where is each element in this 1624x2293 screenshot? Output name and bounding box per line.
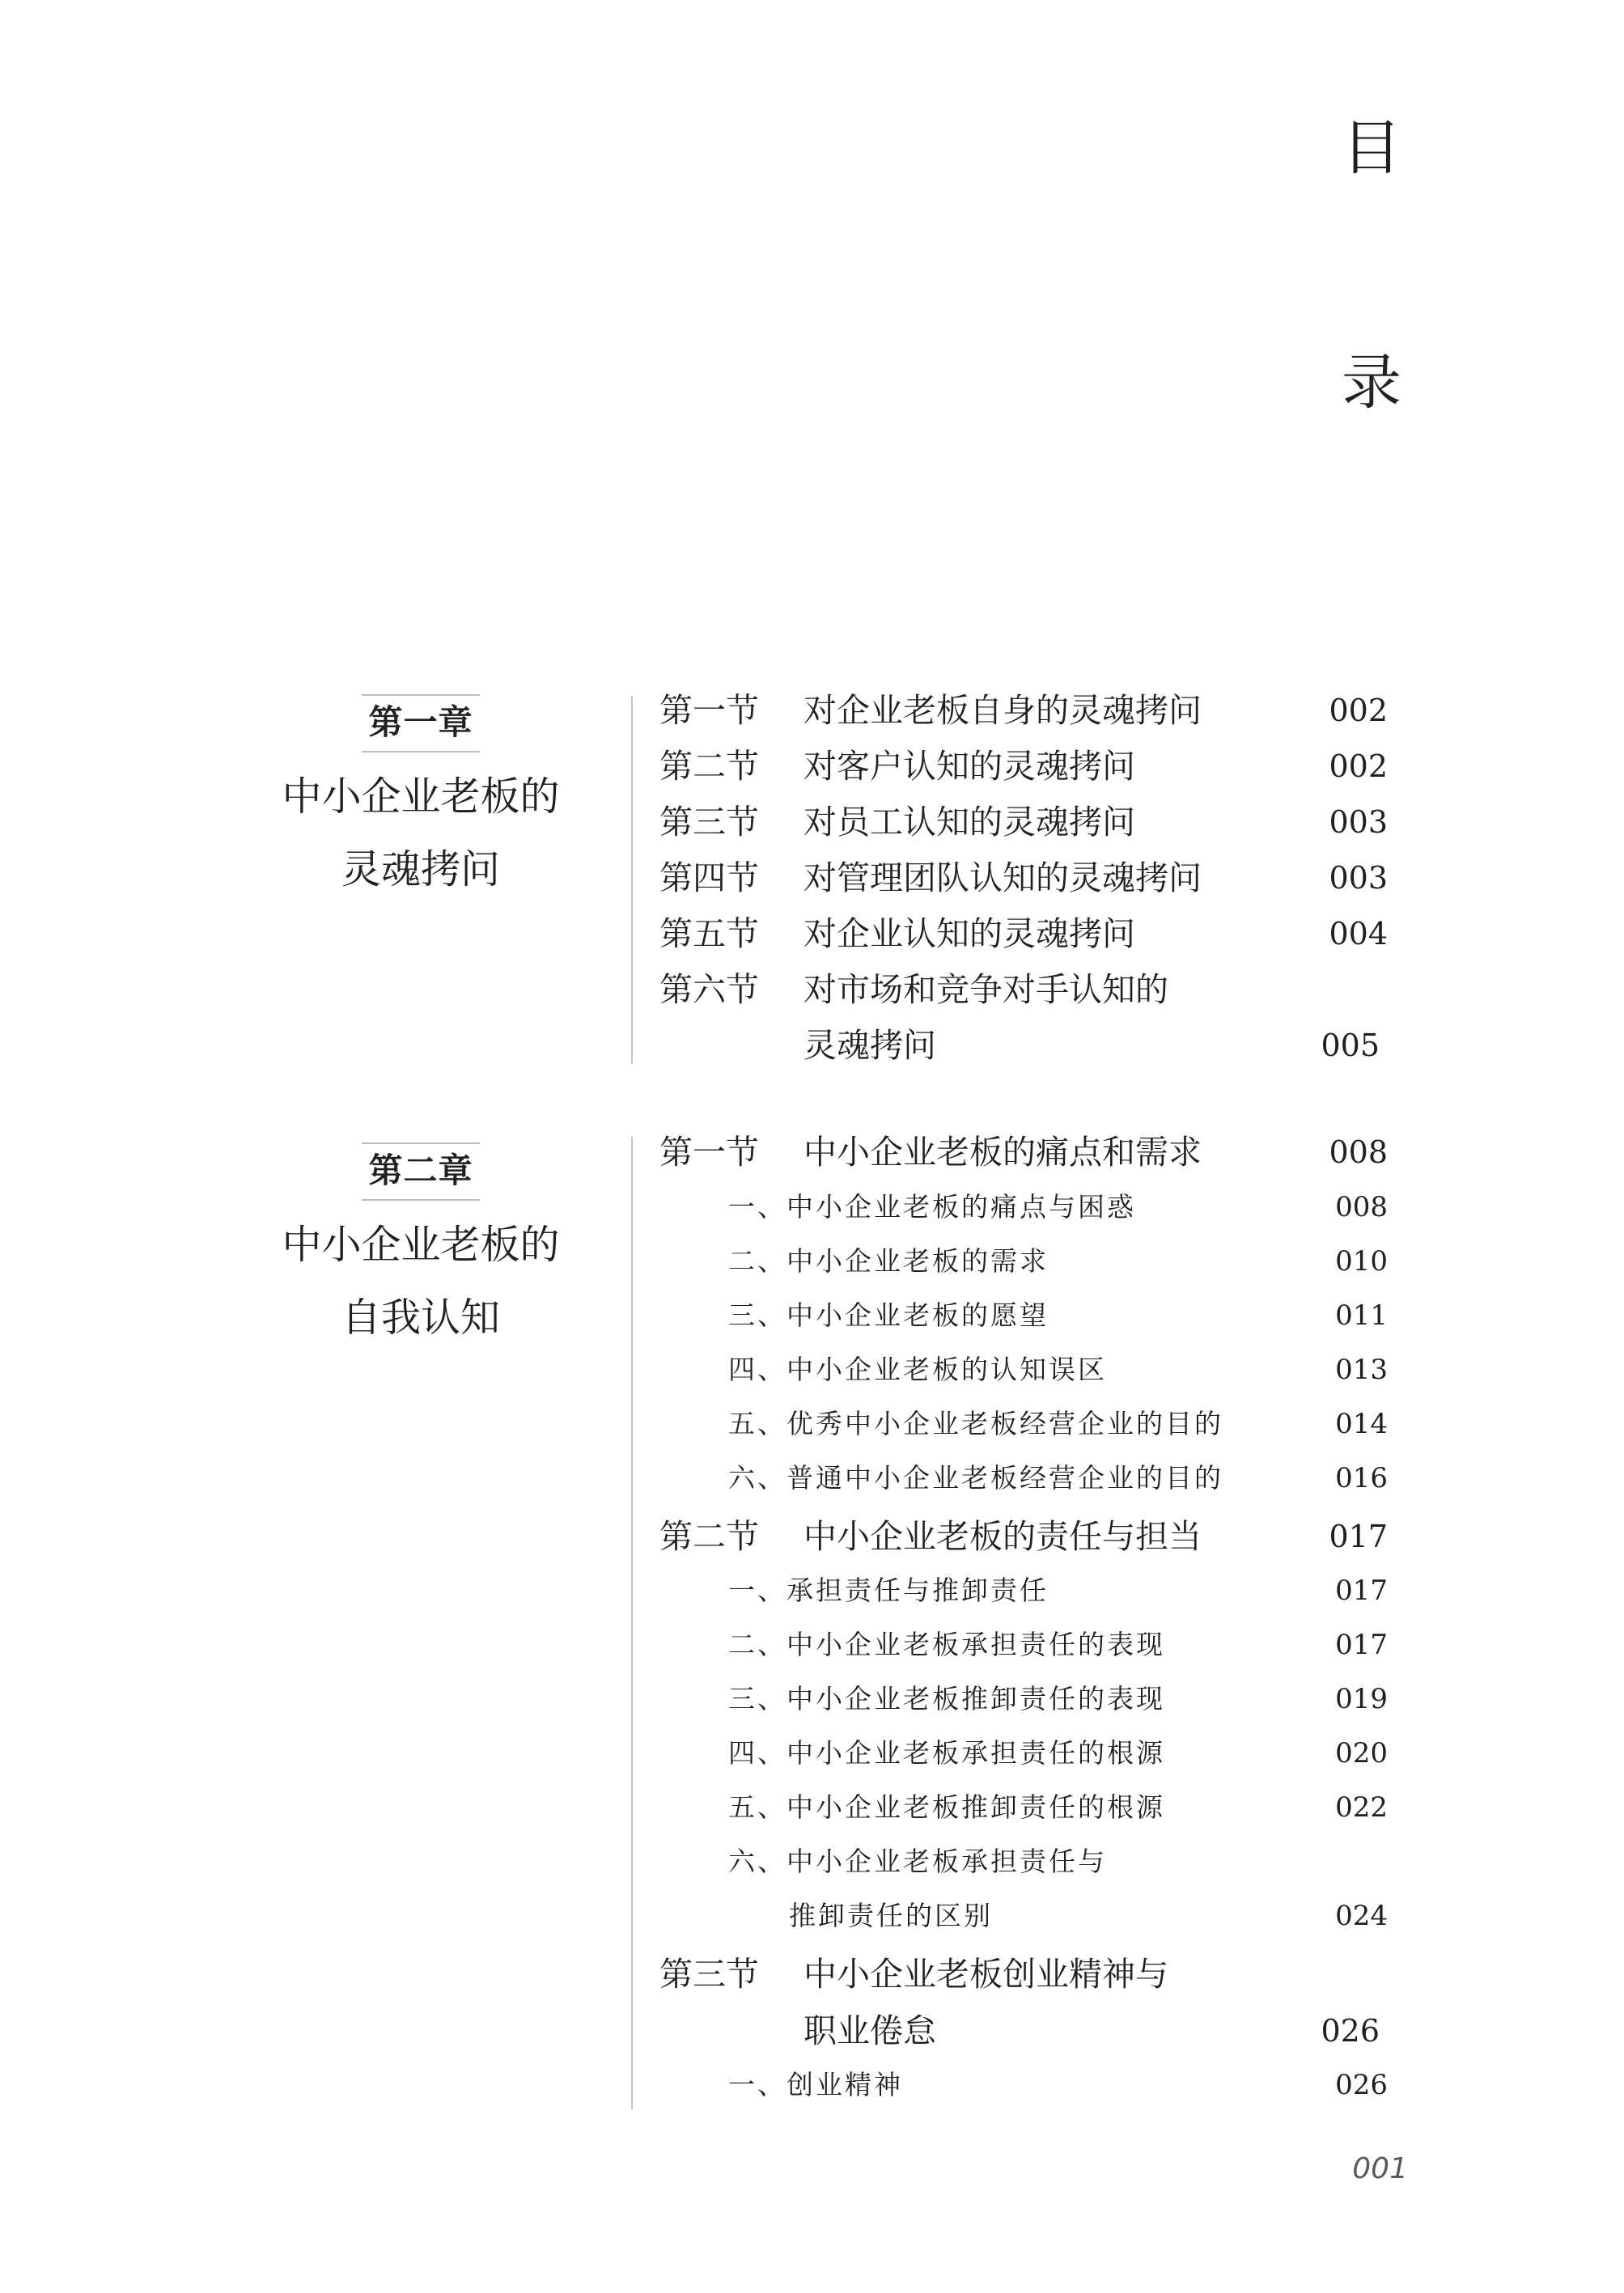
subsection-page: 011 xyxy=(1335,1299,1388,1332)
toc-section-row xyxy=(659,854,1388,902)
subsection-page: 019 xyxy=(1335,1683,1388,1715)
toc-section-row xyxy=(659,909,1388,958)
section-label: 第三节 xyxy=(659,1955,759,1994)
section-page: 005 xyxy=(1321,1028,1380,1063)
toc-subsection-row xyxy=(659,1783,1388,1832)
subsection-title: 二、中小企业老板承担责任的表现 xyxy=(728,1629,1165,1660)
section-label: 第六节 xyxy=(659,970,759,1009)
section-page: 008 xyxy=(1329,1134,1388,1170)
toc-section-row xyxy=(659,742,1388,790)
section-title: 对市场和竞争对手认知的 xyxy=(804,970,1168,1009)
section-page: 002 xyxy=(1329,693,1388,728)
toc-section-row xyxy=(659,1512,1388,1561)
subsection-title: 二、中小企业老板的需求 xyxy=(728,1245,1049,1277)
subsection-title: 六、中小企业老板承担责任与 xyxy=(728,1846,1107,1877)
toc-section-row-continued xyxy=(659,1021,1388,1070)
toc-subsection-row xyxy=(659,1237,1388,1286)
subsection-page: 013 xyxy=(1335,1354,1388,1386)
toc-section-row xyxy=(659,1950,1388,1998)
subsection-title: 一、创业精神 xyxy=(728,2069,903,2100)
subsection-page: 022 xyxy=(1335,1791,1388,1824)
toc-subsection-row-continued xyxy=(659,1892,1388,1940)
toc-section-row xyxy=(659,1128,1388,1176)
chapter-1-title-line-2: 灵魂拷问 xyxy=(341,846,500,892)
section-page: 026 xyxy=(1321,2013,1380,2049)
section-title-continued: 职业倦怠 xyxy=(804,2011,936,2050)
toc-subsection-row xyxy=(659,1346,1388,1394)
section-title: 对企业认知的灵魂拷问 xyxy=(804,914,1135,953)
chapter-1-heading xyxy=(243,694,599,906)
subsection-page: 008 xyxy=(1335,1191,1388,1223)
subsection-title: 五、优秀中小企业老板经营企业的目的 xyxy=(728,1408,1223,1439)
subsection-title: 四、中小企业老板的认知误区 xyxy=(728,1354,1107,1385)
toc-subsection-row xyxy=(659,1837,1388,1886)
section-title: 对客户认知的灵魂拷问 xyxy=(804,747,1135,786)
chapter-2-label: 第二章 xyxy=(362,1142,479,1201)
toc-section-row xyxy=(659,798,1388,846)
section-label: 第二节 xyxy=(659,1517,759,1556)
toc-subsection-row xyxy=(659,1291,1388,1340)
toc-subsection-row xyxy=(659,1183,1388,1231)
chapter-2-title-line-1: 中小企业老板的 xyxy=(282,1222,560,1268)
subsection-title: 一、中小企业老板的痛点与困惑 xyxy=(728,1191,1136,1223)
section-page: 002 xyxy=(1329,748,1388,784)
subsection-page: 017 xyxy=(1335,1575,1388,1607)
section-page: 003 xyxy=(1329,860,1388,896)
section-page: 017 xyxy=(1329,1519,1388,1554)
toc-subsection-row xyxy=(659,1621,1388,1669)
subsection-title: 一、承担责任与推卸责任 xyxy=(728,1575,1049,1606)
subsection-page: 024 xyxy=(1335,1900,1388,1932)
toc-subsection-row xyxy=(659,1400,1388,1448)
subsection-title-continued: 推卸责任的区别 xyxy=(789,1900,993,1931)
chapter-2-title-line-2: 自我认知 xyxy=(341,1295,500,1341)
subsection-page: 020 xyxy=(1335,1737,1388,1770)
section-title: 中小企业老板的责任与担当 xyxy=(804,1517,1202,1556)
section-label: 第一节 xyxy=(659,691,759,730)
subsection-page: 016 xyxy=(1335,1462,1388,1494)
subsection-title: 三、中小企业老板推卸责任的表现 xyxy=(728,1683,1165,1714)
toc-subsection-row xyxy=(659,2061,1388,2109)
subsection-page: 026 xyxy=(1335,2069,1388,2101)
section-label: 第三节 xyxy=(659,803,759,841)
subsection-title: 五、中小企业老板推卸责任的根源 xyxy=(728,1791,1165,1823)
toc-subsection-row xyxy=(659,1454,1388,1503)
toc-title-char-2: 录 xyxy=(1342,348,1401,417)
subsection-page: 014 xyxy=(1335,1408,1388,1440)
chapter-2-divider xyxy=(631,1137,633,2109)
chapter-2-heading xyxy=(243,1142,599,1354)
section-title: 对员工认知的灵魂拷问 xyxy=(804,803,1135,841)
toc-section-row xyxy=(659,965,1388,1014)
toc-section-row xyxy=(659,686,1388,735)
section-title: 中小企业老板的痛点和需求 xyxy=(804,1133,1202,1172)
subsection-title: 六、普通中小企业老板经营企业的目的 xyxy=(728,1462,1223,1494)
section-label: 第二节 xyxy=(659,747,759,786)
chapter-1-divider xyxy=(631,696,633,1064)
chapter-1-label: 第一章 xyxy=(362,694,479,752)
subsection-page: 010 xyxy=(1335,1245,1388,1278)
chapter-1-title-line-1: 中小企业老板的 xyxy=(282,774,560,820)
subsection-title: 四、中小企业老板承担责任的根源 xyxy=(728,1737,1165,1769)
section-label: 第四节 xyxy=(659,858,759,897)
section-label: 第一节 xyxy=(659,1133,759,1172)
section-page: 004 xyxy=(1329,916,1388,952)
toc-subsection-row xyxy=(659,1566,1388,1615)
subsection-title: 三、中小企业老板的愿望 xyxy=(728,1299,1049,1331)
section-label: 第五节 xyxy=(659,914,759,953)
toc-section-row-continued xyxy=(659,2007,1388,2055)
toc-title-char-1: 目 xyxy=(1342,113,1401,183)
section-title: 对管理团队认知的灵魂拷问 xyxy=(804,858,1202,897)
toc-subsection-row xyxy=(659,1675,1388,1723)
section-title: 对企业老板自身的灵魂拷问 xyxy=(804,691,1202,730)
subsection-page: 017 xyxy=(1335,1629,1388,1661)
toc-subsection-row xyxy=(659,1729,1388,1778)
section-title: 中小企业老板创业精神与 xyxy=(804,1955,1168,1994)
page-number: 001 xyxy=(1352,2152,1408,2185)
section-page: 003 xyxy=(1329,804,1388,840)
section-title-continued: 灵魂拷问 xyxy=(804,1026,936,1065)
